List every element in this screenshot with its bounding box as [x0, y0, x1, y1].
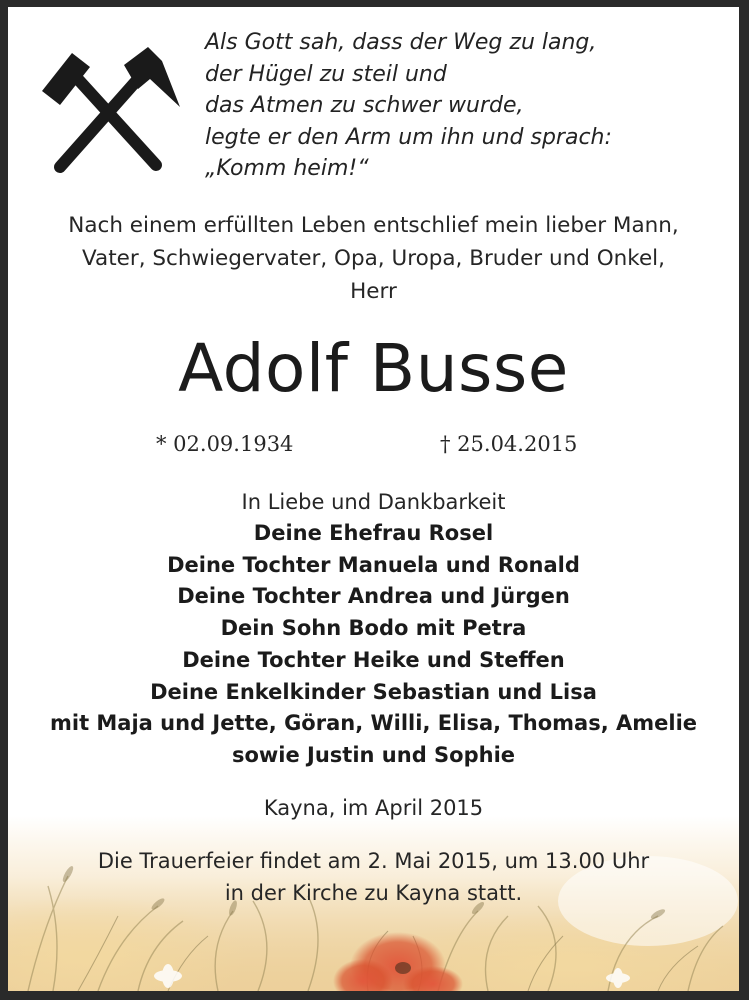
mourner-entry: sowie Justin und Sophie: [231, 742, 516, 767]
signoff-lead: In Liebe und Dankbarkeit: [241, 490, 506, 514]
service-line: in der Kirche zu Kayna statt.: [224, 881, 523, 905]
mourner-entry: Deine Ehefrau Rosel: [253, 521, 494, 545]
intro-line: Nach einem erfüllten Leben entschlief mein lieber Mann,: [68, 213, 679, 238]
mourner-entry: Deine Tochter Manuela und Ronald: [167, 552, 580, 577]
obituary-card: [8, 7, 739, 991]
intro-line: Vater, Schwiegervater, Opa, Uropa, Bruder und Onkel,: [82, 246, 665, 271]
birth-date: * 02.09.1934: [156, 432, 294, 456]
poem-line: Als Gott sah, dass der Weg zu lang,: [205, 30, 597, 55]
intro-line: Herr: [350, 279, 397, 304]
mourner-entry: Deine Tochter Andrea und Jürgen: [177, 584, 570, 609]
mourner-entry: Deine Tochter Heike und Steffen: [182, 647, 565, 672]
poem-line: legte er den Arm um ihn und sprach:: [205, 124, 612, 150]
place-date: Kayna, im April 2015: [263, 796, 484, 820]
intro-text: [8, 209, 739, 308]
crossed-hammers-icon: [38, 45, 183, 180]
mourners-list: [8, 518, 739, 772]
mourner-entry: Dein Sohn Bodo mit Petra: [220, 616, 527, 641]
poem-line: „Komm heim!“: [205, 156, 369, 181]
funeral-service-notice: [8, 845, 739, 909]
death-date: † 25.04.2015: [440, 432, 578, 456]
mourner-entry: Deine Enkelkinder Sebastian und Lisa: [150, 679, 597, 704]
deceased-name: Adolf Busse: [178, 330, 569, 407]
life-dates: [8, 432, 739, 462]
poem-line: der Hügel zu steil und: [205, 61, 447, 87]
mourner-entry: mit Maja und Jette, Göran, Willi, Elisa, Thomas, Amelie: [49, 711, 698, 736]
poem-line: das Atmen zu schwer wurde,: [205, 93, 524, 118]
poem-verse: [205, 27, 725, 185]
service-line: Die Trauerfeier findet am 2. Mai 2015, um 13.00 Uhr: [97, 849, 650, 873]
